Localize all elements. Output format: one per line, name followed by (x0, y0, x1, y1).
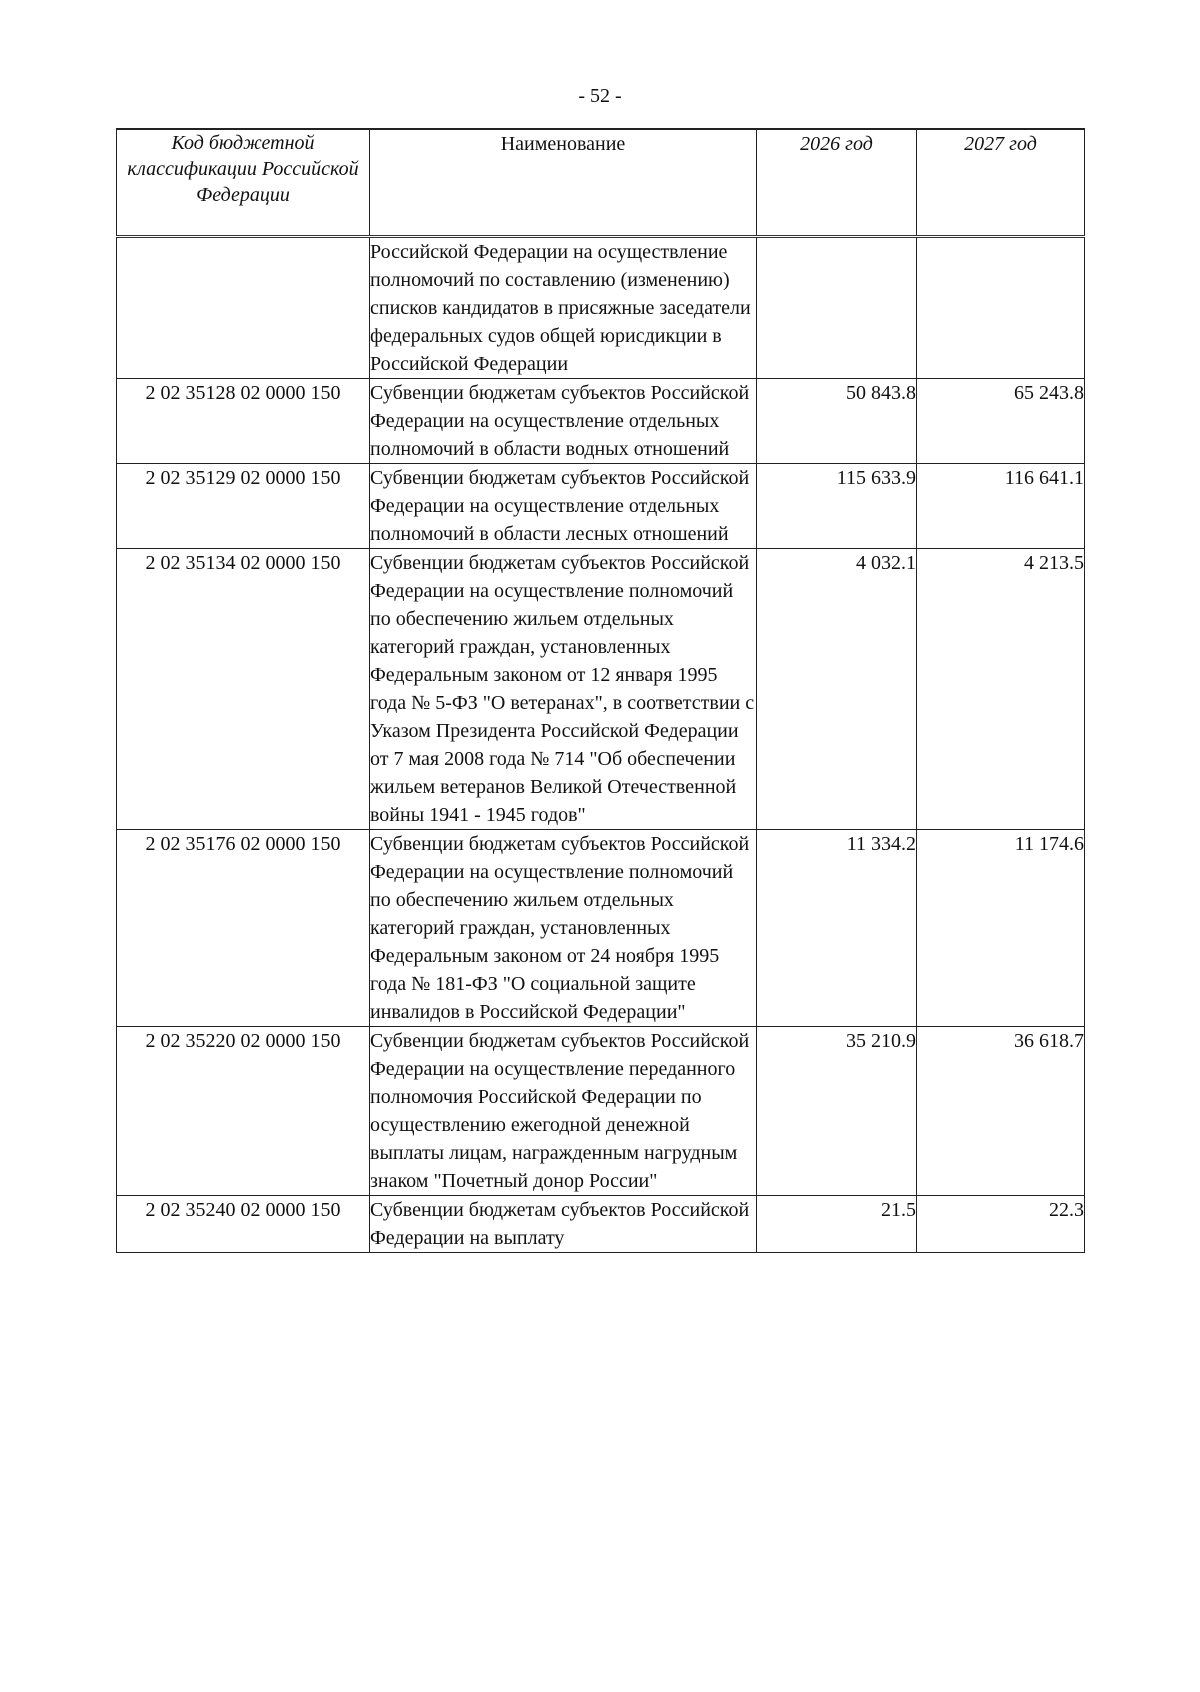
row-name: Субвенции бюджетам субъектов Российской Федерации на осуществление отдельных полномочий в области водных отношений (370, 379, 757, 464)
row-value-2027 (917, 237, 1085, 379)
row-code (117, 237, 370, 379)
row-value-2026 (757, 237, 917, 379)
row-name: Российской Федерации на осуществление полномочий по составлению (изменению) списков кандидатов в присяжные заседатели федеральных судов общей юрисдикции в Российской Федерации (370, 237, 757, 379)
budget-table (116, 128, 1085, 1253)
header-year-2027: 2027 год (917, 129, 1085, 237)
row-value-2027: 65 243.8 (917, 379, 1085, 464)
row-value-2027: 22.3 (917, 1196, 1085, 1253)
table-row (117, 830, 1085, 1027)
table-row (117, 549, 1085, 830)
row-code: 2 02 35134 02 0000 150 (117, 549, 370, 830)
row-name: Субвенции бюджетам субъектов Российской Федерации на осуществление переданного полномочия Российской Федерации по осуществлению ежегодной денежной выплаты лицам, награжденным нагрудным знаком "Почетный донор России" (370, 1027, 757, 1196)
row-name: Субвенции бюджетам субъектов Российской Федерации на осуществление отдельных полномочий в области лесных отношений (370, 464, 757, 549)
row-value-2026: 115 633.9 (757, 464, 917, 549)
row-value-2027: 4 213.5 (917, 549, 1085, 830)
row-value-2027: 116 641.1 (917, 464, 1085, 549)
header-name: Наименование (370, 129, 757, 237)
row-value-2026: 11 334.2 (757, 830, 917, 1027)
table-row (117, 464, 1085, 549)
row-value-2027: 36 618.7 (917, 1027, 1085, 1196)
row-value-2027: 11 174.6 (917, 830, 1085, 1027)
row-name: Субвенции бюджетам субъектов Российской Федерации на осуществление полномочий по обеспечению жильем отдельных категорий граждан, установленных Федеральным законом от 24 ноября 1995 года № 181-ФЗ "О социальной защите инвалидов в Российской Федерации" (370, 830, 757, 1027)
row-code: 2 02 35128 02 0000 150 (117, 379, 370, 464)
row-value-2026: 21.5 (757, 1196, 917, 1253)
row-value-2026: 4 032.1 (757, 549, 917, 830)
row-value-2026: 50 843.8 (757, 379, 917, 464)
row-code: 2 02 35220 02 0000 150 (117, 1027, 370, 1196)
table-row (117, 237, 1085, 379)
row-code: 2 02 35176 02 0000 150 (117, 830, 370, 1027)
header-year-2026: 2026 год (757, 129, 917, 237)
page-number: - 52 - (578, 85, 622, 107)
table-row (117, 1196, 1085, 1253)
table-header-row (117, 129, 1085, 237)
table-row (117, 1027, 1085, 1196)
row-name: Субвенции бюджетам субъектов Российской Федерации на выплату (370, 1196, 757, 1253)
row-value-2026: 35 210.9 (757, 1027, 917, 1196)
row-name: Субвенции бюджетам субъектов Российской Федерации на осуществление полномочий по обеспечению жильем отдельных категорий граждан, установленных Федеральным законом от 12 января 1995 года № 5-ФЗ "О ветеранах", в соответствии с Указом Президента Российской Федерации от 7 мая 2008 года № 714 "Об обеспечении жильем ветеранов Великой Отечественной войны 1941 - 1945 годов" (370, 549, 757, 830)
row-code: 2 02 35240 02 0000 150 (117, 1196, 370, 1253)
header-code: Код бюджетной классификации Российской Федерации (117, 129, 370, 237)
table-row (117, 379, 1085, 464)
row-code: 2 02 35129 02 0000 150 (117, 464, 370, 549)
